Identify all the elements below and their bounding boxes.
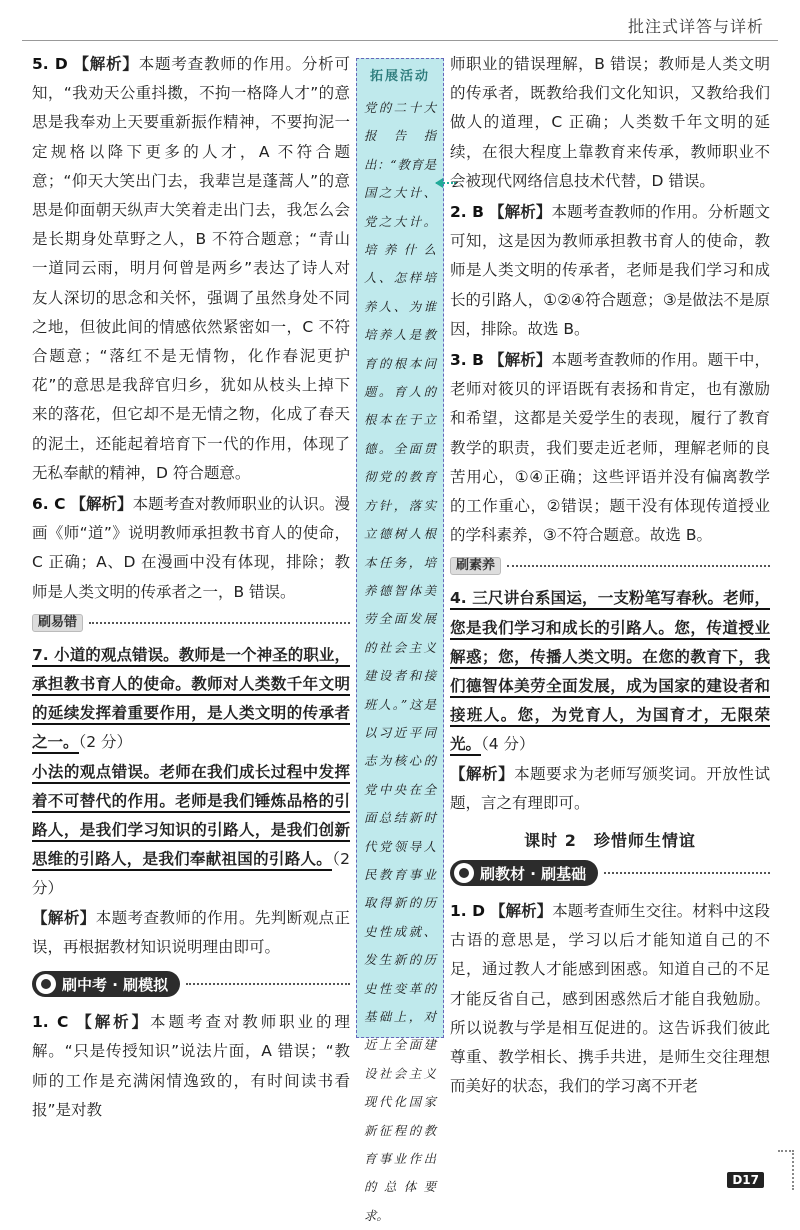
banner-mid-icon (36, 974, 56, 994)
left-column (32, 50, 350, 1127)
mock-4-analysis (450, 760, 770, 818)
answer-7-part2 (32, 758, 350, 904)
section-literacy (450, 556, 770, 576)
b1-tag: 【解析】 (490, 902, 553, 921)
mock-1 (32, 1008, 350, 1125)
banner-mid-label: 刷中考 · 刷模拟 (62, 975, 169, 994)
section-error (32, 613, 350, 633)
m3-text: 本题考查教师的作用。题干中，老师对筱贝的评语既有表扬和肯定，也有激励和希望，这都是关爱学生的表现，履行了教育教学的职责，我们要走近老师，理解老师的良苦用心，①④正确；这些评语并没有偏离教学的工作重心，②错误；题干没有体现传道授业的学科素养，③不符合题意。故选 B。 (450, 351, 770, 545)
sidebar-title: 拓展活动 (369, 69, 430, 84)
m1-text: 本题考查对教师职业的理解。“只是传授知识”说法片面，A 错误；“教师的工作是充满闲情逸致的，有时间读书看报”是对教 (32, 1013, 350, 1119)
q6-tag: 【解析】 (70, 495, 133, 514)
banner-basic (450, 859, 770, 887)
m3-tag: 【解析】 (489, 351, 552, 370)
q7-tag: 【解析】 (32, 908, 96, 927)
page-number-badge: D17 (727, 1172, 764, 1188)
answer-7-part1 (32, 641, 350, 758)
m2-number: 2. B (450, 203, 484, 222)
extension-sidebar (356, 58, 444, 1223)
banner-basic-label: 刷教材 · 刷基础 (480, 864, 587, 883)
banner-basic-pill (450, 860, 598, 886)
banner-mid (32, 970, 350, 998)
q7-score-1: （2 分） (78, 733, 133, 752)
q7-text: 本题考查教师的作用。先判断观点正误，再根据教材知识说明理由即可。 (32, 908, 350, 956)
corner-decoration (778, 1150, 794, 1190)
q5-number: 5. D (32, 55, 68, 73)
banner-mid-pill (32, 971, 180, 997)
q7-score-2: （2 分） (32, 850, 350, 898)
right-column (450, 50, 770, 1104)
mock-1-continued: 师职业的错误理解，B 错误；教师是人类文明的传承者，既教给我们文化知识，又教给我们做人的道理，C 正确；人类数千年文明的延续，在很大程度上靠教育来传承，教师职业不会被现代网络信息技术代替，D 错误。 (450, 55, 770, 190)
m4-answer: 4. 三尺讲台系国运，一支粉笔写春秋。老师，您是我们学习和成长的引路人。您，传道授业解惑；您，传播人类文明。在您的教育下，我们德智体美劳全面发展，成为国家的建设者和接班人。您，为党育人，为国育才，无限荣光。 (450, 589, 770, 756)
header-label: 批注式详答与详析 (627, 17, 764, 36)
lesson-title: 课时 2 珍惜师生情谊 (524, 831, 696, 851)
section-literacy-label: 刷素养 (450, 557, 501, 575)
mock-2 (450, 198, 770, 344)
m1-number: 1. C (32, 1013, 69, 1032)
m4-text: 本题要求为老师写颁奖词。开放性试题，言之有理即可。 (450, 764, 770, 812)
m4-score: （4 分） (481, 735, 535, 754)
banner-basic-icon (454, 863, 474, 883)
basic-1 (450, 897, 770, 1101)
m4-tag: 【解析】 (450, 764, 515, 783)
section-error-divider (89, 622, 350, 624)
mock-4-answer (450, 584, 770, 759)
m2-text: 本题考查教师的作用。分析题文可知，这是因为教师承担教书育人的使命，教师是人类文明的传承者，老师是我们学习和成长的引路人，①②④符合题意；③是做法不是原因，排除。故选 B。 (450, 203, 770, 338)
m3-number: 3. B (450, 351, 484, 370)
banner-basic-divider (604, 872, 770, 874)
answer-7-analysis (32, 904, 350, 962)
q7-answer-2: 小法的观点错误。老师在我们成长过程中发挥着不可替代的作用。老师是我们锤炼品格的引路人，是我们学习知识的引路人，是我们创新思维的引路人，是我们奉献祖国的引路人。 (32, 763, 350, 872)
answer-6 (32, 490, 350, 607)
q6-text: 本题考查对教师职业的认识。漫画《师“道”》说明教师承担教书育人的使命，C 正确；A、D 在漫画中没有体现，排除；教师是人类文明的传承者之一，B 错误。 (32, 495, 350, 601)
mock-3 (450, 346, 770, 550)
b1-number: 1. D (450, 902, 485, 921)
answer-5 (32, 50, 350, 488)
section-literacy-divider (507, 565, 770, 567)
q5-text: 本题考查教师的作用。分析可知，“我劝天公重抖擞，不拘一格降人才”的意思是我奉劝上天要重新振作精神，不要拘泥一定规格以降下更多的人才，A 不符合题意；“仰天大笑出门去，我辈岂是蓬蒿人”的意思是仰面朝天纵声大笑着走出门去，我怎么会是长期身处草野之人，B 不符合题意；“青山一道同云雨，明月何曾是两乡”表达了诗人对友人深切的思念和关怀，强调了虽然身处不同之地，但彼此间的情感依然紧密如一，C 不符合题意；“落红不是无情物，化作春泥更护花”的意思是我辞官归乡，犹如从枝头上掉下来的落花，但它却不是无情之物，化成了春天的泥土，还能起着培育下一代的作用，体现了无私奉献的精神，D 符合题意。 (32, 55, 350, 482)
q6-number: 6. C (32, 495, 66, 514)
m1-tag: 【解析】 (76, 1013, 151, 1032)
banner-mid-divider (186, 983, 350, 985)
q5-tag: 【解析】 (73, 55, 139, 73)
sidebar-text: 党的二十大报告指出：“教育是国之大计、党之大计。培养什么人、怎样培养人、为谁培养人是教育的根本问题。育人的根本在于立德。全面贯彻党的教育方针，落实立德树人根本任务，培养德智体美劳全面发展的社会主义建设者和接班人。”这是以习近平同志为核心的党中央在全面总结新时代党领导人民教育事业取得新的历史性成就、发生新的历史性变革的基础上，对近上全面建设社会主义现代化国家新征程的教育事业作出的总体要求。 (364, 100, 436, 1223)
section-error-label: 刷易错 (32, 614, 83, 632)
header-rule (22, 40, 778, 41)
m2-tag: 【解析】 (489, 203, 552, 222)
q7-answer-1: 7. 小道的观点错误。教师是一个神圣的职业，承担教书育人的使命。教师对人类数千年文明的延续发挥着重要作用，是人类文明的传承者之一。 (32, 646, 350, 755)
b1-text: 本题考查师生交往。材料中这段古语的意思是，学习以后才能知道自己的不足，通过教人才能感到困惑。知道自己的不足才能反省自己，感到困惑然后才能自我勉励。所以说教与学是相互促进的。这告诉我们彼此尊重、教学相长、携手共进，是师生交往理想而美好的状态，我们的学习离不开老 (450, 902, 770, 1096)
